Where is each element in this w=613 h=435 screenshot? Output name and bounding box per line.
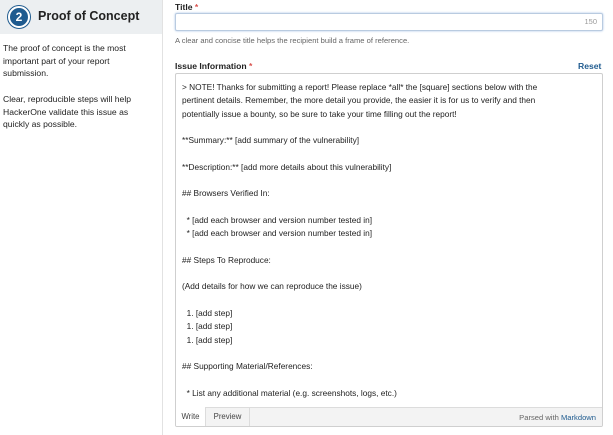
parsed-with-text: Parsed with <box>519 413 559 422</box>
title-help-text: A clear and concise title helps the recipient build a frame of reference. <box>175 36 410 45</box>
editor-line <box>182 267 594 280</box>
title-label-text: Title <box>175 2 193 12</box>
editor-line: 1. [add step] <box>182 334 233 345</box>
step-header <box>0 0 162 34</box>
editor-footer <box>176 407 602 426</box>
issue-label-text: Issue Information <box>175 61 247 71</box>
editor-line: **Description:** [add more details about this vulnerability] <box>182 161 392 172</box>
issue-information-editor <box>175 73 603 427</box>
editor-line <box>182 241 594 254</box>
editor-line: 1. [add step] <box>182 321 233 332</box>
markdown-link[interactable]: Markdown <box>560 413 596 422</box>
editor-line: ## Browsers Verified In: <box>182 188 270 199</box>
editor-line <box>182 374 594 387</box>
instructions-panel <box>0 0 162 435</box>
editor-line <box>182 347 594 360</box>
editor-line: * List any additional material (e.g. screenshots, logs, etc.) <box>182 387 397 398</box>
editor-line: **Summary:** [add summary of the vulnerability] <box>182 135 360 146</box>
editor-line: * [add each browser and version number tested in] <box>182 228 373 239</box>
parsed-with-note <box>519 413 596 422</box>
tab-write[interactable]: Write <box>176 407 206 427</box>
step-title: Proof of Concept <box>38 9 140 23</box>
issue-information-textarea[interactable] <box>176 74 602 407</box>
reset-link[interactable]: Reset <box>578 61 602 71</box>
editor-line <box>182 147 594 160</box>
issue-required-marker: * <box>249 61 253 71</box>
title-label <box>175 2 198 12</box>
title-char-count: 150 <box>584 17 597 26</box>
instructions-paragraph-2: Clear, reproducible steps will help HackerOne validate this issue as quickly as possible. <box>3 94 132 130</box>
editor-line <box>182 294 594 307</box>
editor-line: * [add each browser and version number tested in] <box>182 214 373 225</box>
editor-line: > NOTE! Thanks for submitting a report! Please replace *all* the [square] sections below with the <box>182 82 538 92</box>
editor-line: ## Supporting Material/References: <box>182 361 313 372</box>
editor-line: pertinent details. Remember, the more detail you provide, the easier it is for us to verify and then <box>182 95 536 106</box>
editor-line: potentially issue a bounty, so be sure to take your time filling out the report! <box>182 108 457 119</box>
step-number-badge: 2 <box>8 6 30 28</box>
editor-line: ## Steps To Reproduce: <box>182 254 271 265</box>
title-input[interactable] <box>175 13 603 31</box>
tab-preview[interactable]: Preview <box>206 408 250 427</box>
editor-line <box>182 174 594 187</box>
panel-divider <box>162 0 163 435</box>
editor-line <box>182 201 594 214</box>
editor-line: 1. [add step] <box>182 308 233 319</box>
title-required-marker: * <box>194 2 199 12</box>
editor-line: (Add details for how we can reproduce the issue) <box>182 281 362 292</box>
editor-line <box>182 121 594 134</box>
issue-information-label <box>175 61 252 71</box>
instructions-paragraph-1: The proof of concept is the most important part of your report submission. <box>3 43 126 79</box>
